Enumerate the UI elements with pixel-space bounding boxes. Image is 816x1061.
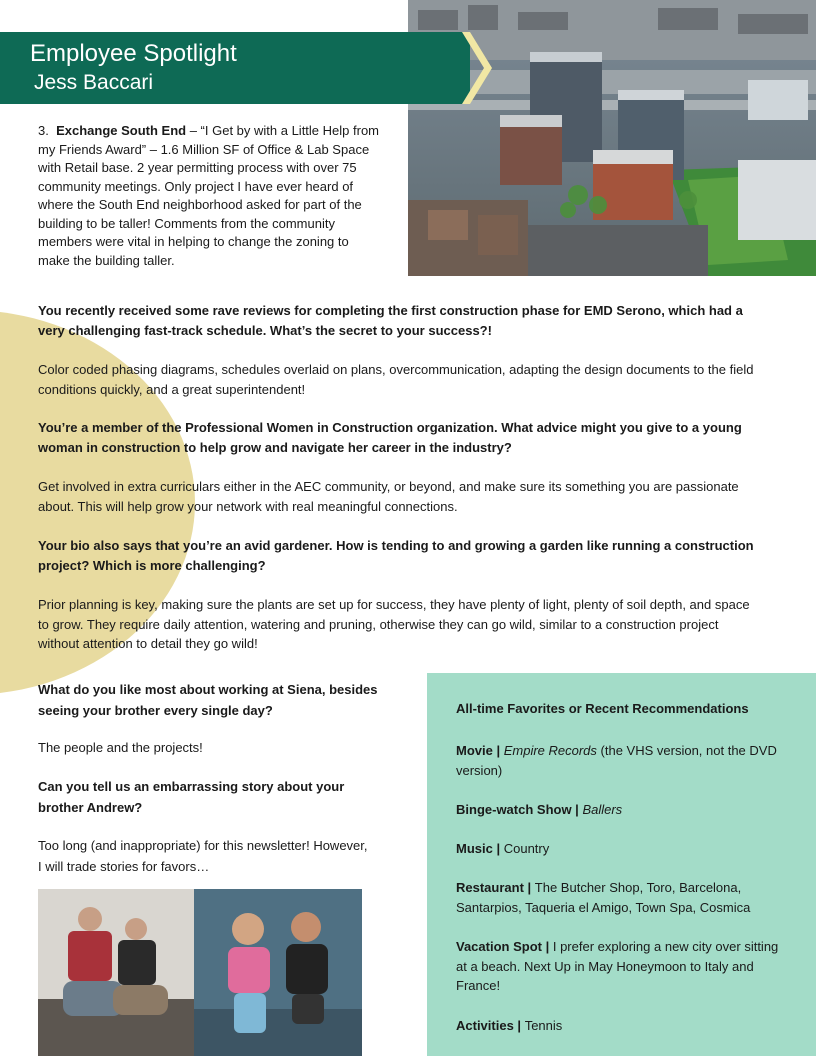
favorite-text: Country xyxy=(503,841,550,856)
favorite-show xyxy=(456,800,786,820)
question-2: You’re a member of the Professional Women in Construction organization. What advice might you give to a young woman in construction to help grow and navigate her career in the industry? xyxy=(38,420,742,455)
chevron-arrow-icon xyxy=(462,32,492,104)
favorite-sep: | xyxy=(571,802,583,817)
question-1: You recently received some rave reviews for completing the first construction phase for EMD Serono, which had a very challenging fast-track schedule. What’s the secret to your success?! xyxy=(38,303,743,338)
question-4: What do you like most about working at Siena, besides seeing your brother every single day? xyxy=(38,682,378,718)
favorite-music xyxy=(456,839,786,859)
favorite-sep: | xyxy=(492,743,504,758)
project-intro xyxy=(38,122,380,270)
favorite-sep: | xyxy=(513,1018,525,1033)
favorite-text: Tennis xyxy=(524,1018,563,1033)
answer-3: Prior planning is key, making sure the plants are set up for success, they have plenty of light, plenty of soil depth, and space to grow. They require daily attention, watering and pruning, otherwise they can go wild, similar to a construction project without attention to detail they go wild! xyxy=(38,597,750,651)
favorites-panel xyxy=(427,673,816,1056)
favorite-italic: Empire Records xyxy=(503,743,597,758)
intro-text: – “I Get by with a Little Help from my Friends Award” – 1.6 Million SF of Office & Lab Space with Retail base. 2 year permitting process with over 75 community meetings. Only project I have ever heard of where the South End neighborhood asked for part of the building to be taller! Comments from the community members were vital in helping to change the zoning to make the building taller. xyxy=(38,123,379,268)
favorite-movie xyxy=(456,741,786,780)
favorite-key: Vacation Spot xyxy=(456,939,542,954)
favorite-activities xyxy=(456,1016,786,1036)
favorite-key: Restaurant xyxy=(456,880,524,895)
answer-2: Get involved in extra curriculars either in the AEC community, or beyond, and make sure its something you are passionate about. This will help grow your network with real meaningful connections. xyxy=(38,479,739,514)
favorite-restaurant xyxy=(456,878,786,917)
project-name: Exchange South End xyxy=(56,123,187,138)
family-photos xyxy=(38,889,362,1056)
favorite-text: I prefer exploring a new city over sitting at a beach. Next Up in May Honeymoon to Italy and France! xyxy=(456,939,779,993)
question-3: Your bio also says that you’re an avid gardener. How is tending to and growing a garden like running a construction project? Which is more challenging? xyxy=(38,538,754,573)
favorite-key: Movie xyxy=(456,743,493,758)
intro-number: 3. xyxy=(38,123,49,138)
answer-4: The people and the projects! xyxy=(38,740,203,755)
favorite-italic: Ballers xyxy=(582,802,623,817)
answer-5: Too long (and inappropriate) for this newsletter! However, I will trade stories for favors… xyxy=(38,838,368,874)
answer-1: Color coded phasing diagrams, schedules overlaid on plans, overcommunication, adapting the design documents to the field conditions quickly, and a great superintendent! xyxy=(38,362,754,397)
favorite-text: (the VHS version, not the DVD version) xyxy=(456,743,777,778)
favorite-key: Activities xyxy=(456,1018,514,1033)
header-banner xyxy=(0,32,470,104)
page-title: Employee Spotlight xyxy=(30,40,237,67)
favorites-title: All-time Favorites or Recent Recommendations xyxy=(456,701,749,716)
favorite-sep: | xyxy=(523,880,535,895)
favorite-sep: | xyxy=(541,939,553,954)
favorite-vacation xyxy=(456,937,786,996)
favorite-key: Music xyxy=(456,841,493,856)
favorite-key: Binge-watch Show xyxy=(456,802,572,817)
question-5: Can you tell us an embarrassing story about your brother Andrew? xyxy=(38,779,345,815)
employee-name: Jess Baccari xyxy=(34,71,154,94)
favorite-text: The Butcher Shop, Toro, Barcelona, Santarpios, Taqueria el Amigo, Town Spa, Cosmica xyxy=(456,880,751,915)
favorite-sep: | xyxy=(492,841,504,856)
